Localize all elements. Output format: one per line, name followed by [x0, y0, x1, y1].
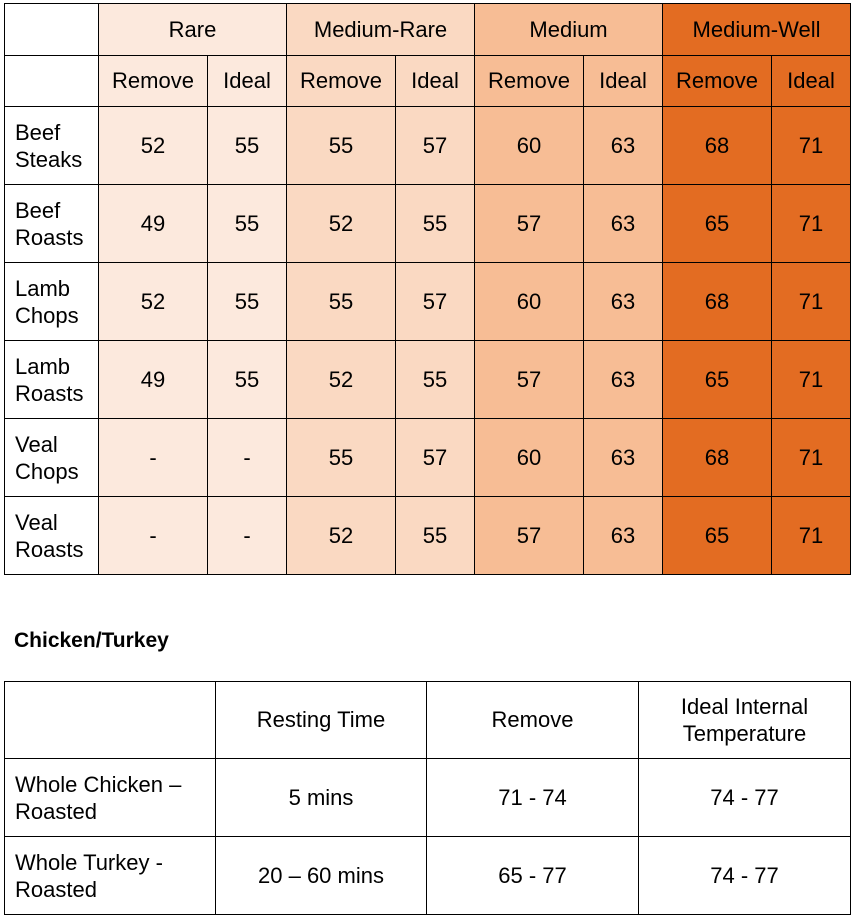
value-cell: 65: [663, 185, 772, 263]
header-ideal-line2: Temperature: [682, 721, 807, 746]
value-cell: 52: [287, 185, 396, 263]
value-cell: 63: [584, 341, 663, 419]
row-label: [5, 263, 99, 341]
row-label-line2: Roasted: [15, 798, 97, 824]
value-cell: -: [208, 497, 287, 575]
resting-time-cell: 20 – 60 mins: [216, 837, 427, 915]
value-cell: 55: [287, 263, 396, 341]
header-remove: Remove: [427, 682, 639, 759]
row-label: [5, 341, 99, 419]
row-label-line1: Beef: [15, 197, 61, 223]
value-cell: -: [208, 419, 287, 497]
header-ideal-line1: Ideal Internal: [680, 694, 809, 719]
value-cell: 49: [99, 341, 208, 419]
row-label-line1: Whole Turkey -: [15, 849, 163, 875]
row-label: [5, 759, 216, 837]
value-cell: 49: [99, 185, 208, 263]
value-cell: 55: [287, 107, 396, 185]
value-cell: 57: [396, 419, 475, 497]
table-row: [5, 419, 851, 497]
value-cell: -: [99, 497, 208, 575]
value-cell: 65: [663, 341, 772, 419]
section-title: Chicken/Turkey: [14, 629, 169, 652]
sub-header-ideal: Ideal: [396, 56, 475, 107]
value-cell: 60: [475, 263, 584, 341]
row-label: [5, 497, 99, 575]
value-cell: 71: [772, 263, 851, 341]
sub-header-remove: Remove: [663, 56, 772, 107]
value-cell: 55: [396, 497, 475, 575]
value-cell: 52: [287, 341, 396, 419]
value-cell: 57: [396, 263, 475, 341]
value-cell: 71: [772, 107, 851, 185]
row-label-line2: Roasts: [15, 380, 84, 406]
value-cell: 57: [475, 497, 584, 575]
value-cell: 68: [663, 107, 772, 185]
row-label-line2: Chops: [15, 458, 79, 484]
poultry-table: [4, 681, 851, 915]
value-cell: 65: [663, 497, 772, 575]
row-label: [5, 419, 99, 497]
level-header-medium-rare: Medium-Rare: [287, 4, 475, 56]
value-cell: 52: [99, 107, 208, 185]
sub-header-ideal: Ideal: [772, 56, 851, 107]
sub-header-row: [5, 56, 851, 107]
poultry-header-row: [5, 682, 851, 759]
value-cell: 63: [584, 497, 663, 575]
ideal-cell: 74 - 77: [639, 759, 851, 837]
sub-header-remove: Remove: [99, 56, 208, 107]
row-label-line1: Veal: [15, 431, 58, 457]
header-resting-time: Resting Time: [216, 682, 427, 759]
corner-cell: [5, 56, 99, 107]
level-header-rare: Rare: [99, 4, 287, 56]
value-cell: 63: [584, 107, 663, 185]
value-cell: 68: [663, 419, 772, 497]
sub-header-remove: Remove: [475, 56, 584, 107]
resting-time-cell: 5 mins: [216, 759, 427, 837]
remove-cell: 65 - 77: [427, 837, 639, 915]
value-cell: 55: [208, 341, 287, 419]
row-label-line2: Roasted: [15, 876, 97, 902]
table-row: [5, 185, 851, 263]
row-label-line2: Roasts: [15, 536, 84, 562]
value-cell: 71: [772, 419, 851, 497]
row-label-line2: Chops: [15, 302, 79, 328]
value-cell: 57: [475, 341, 584, 419]
table-row: [5, 497, 851, 575]
level-header-medium-well: Medium-Well: [663, 4, 851, 56]
row-label: [5, 837, 216, 915]
value-cell: 63: [584, 263, 663, 341]
value-cell: -: [99, 419, 208, 497]
sub-header-remove: Remove: [287, 56, 396, 107]
value-cell: 55: [208, 107, 287, 185]
doneness-header-row: [5, 4, 851, 56]
row-label-line1: Beef: [15, 119, 61, 145]
corner-cell: [5, 4, 99, 56]
sub-header-ideal: Ideal: [208, 56, 287, 107]
value-cell: 60: [475, 419, 584, 497]
header-ideal-temperature: [639, 682, 851, 759]
value-cell: 63: [584, 419, 663, 497]
value-cell: 71: [772, 341, 851, 419]
row-label-line2: Steaks: [15, 146, 83, 172]
table-row: [5, 759, 851, 837]
value-cell: 68: [663, 263, 772, 341]
table-row: [5, 837, 851, 915]
table-row: [5, 263, 851, 341]
value-cell: 71: [772, 185, 851, 263]
value-cell: 57: [475, 185, 584, 263]
value-cell: 55: [396, 185, 475, 263]
remove-cell: 71 - 74: [427, 759, 639, 837]
row-label-line1: Lamb: [15, 275, 71, 301]
row-label: [5, 107, 99, 185]
row-label-line1: Lamb: [15, 353, 71, 379]
value-cell: 60: [475, 107, 584, 185]
value-cell: 55: [208, 263, 287, 341]
row-label-line2: Roasts: [15, 224, 84, 250]
value-cell: 55: [208, 185, 287, 263]
value-cell: 55: [396, 341, 475, 419]
meat-doneness-table: [4, 3, 851, 575]
sub-header-ideal: Ideal: [584, 56, 663, 107]
level-header-medium: Medium: [475, 4, 663, 56]
value-cell: 63: [584, 185, 663, 263]
row-label: [5, 185, 99, 263]
value-cell: 52: [287, 497, 396, 575]
corner-cell: [5, 682, 216, 759]
value-cell: 57: [396, 107, 475, 185]
value-cell: 71: [772, 497, 851, 575]
row-label-line1: Veal: [15, 509, 58, 535]
table-row: [5, 107, 851, 185]
value-cell: 55: [287, 419, 396, 497]
value-cell: 52: [99, 263, 208, 341]
row-label-line1: Whole Chicken –: [15, 771, 182, 797]
table-row: [5, 341, 851, 419]
ideal-cell: 74 - 77: [639, 837, 851, 915]
